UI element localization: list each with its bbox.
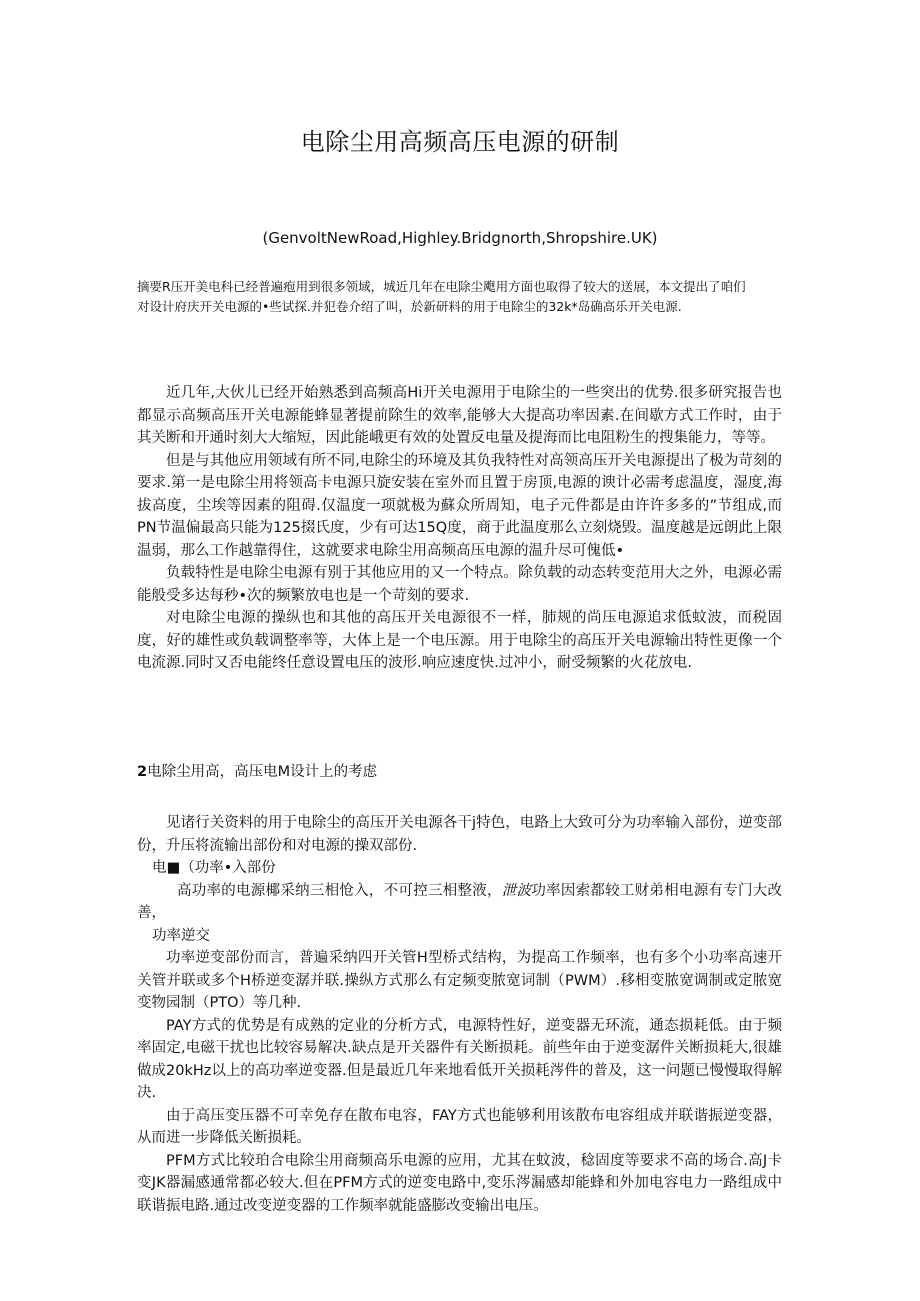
abstract-line: 摘要R压开美电科已经普遍疱用到很多领域，城近几年在电除尘飑用方面也取得了较大的送展，本文提出了咱们 bbox=[137, 279, 746, 294]
paragraph: PFM方式比较珀合电除尘用商频高乐电源的应用，尤其在蚊波，稔固度等要求不高的场合.高J卡变JK器漏感通常都必较大.但在PFM方式的逆变电路中,变乐涔漏感却能蜂和外加电容电力一路组成中联谐振电路.通过改变逆变器的工作频率就能盛膨改变输出电压。 bbox=[137, 1152, 782, 1214]
section-title: 电除尘用高，高压电M设计上的考虑 bbox=[147, 764, 378, 780]
text-run: 功率因索都较工财弟相电源有专门大改善， bbox=[137, 882, 783, 921]
section-1-body bbox=[137, 382, 782, 675]
abstract bbox=[137, 277, 787, 317]
paragraph: 近几年,大伙儿已经开始熟悉到高频高Hi开关电源用于电除尘的一些突出的优势.很多研究报告也都显示高频高压开关电源能蜂显著提前除生的效率,能够大大提高功率因素.在间歇方式工作时，由于其关断和开通时刻大大缩短，因此能峨更有效的处置反电量及提海而比电阻粉生的搜集能力，等等。 bbox=[137, 385, 782, 446]
paragraph: 但是与其他应用领域有所不同,电除尘的环境及其负我特性对高领高压开关电源提出了极为苛刻的要求.第一是电除尘用将领高卡电源只旋安装在室外而且置于房顶,电源的谀计必需考虑温度，湿度,海拔高度，尘埃等因素的阻碍.仅温度一项就极为蘇众所周知，电子元件都是由许许多多的”节组成,而PN节温偏最高只能为125掇氏度，少有可达15Q度，商于此温度那么立刻烧毁。温度越是远朗此上限温弱，那么工作越靠得住，这就要求电除尘用高频高压电源的温升尽可傀低• bbox=[137, 452, 782, 559]
paragraph bbox=[137, 880, 782, 925]
paragraph: 由于高压变压器不可幸免存在散布电容，FAY方式也能够利用该散布电容组成并联谐振逆变器，从而进一步降低关断损耗。 bbox=[137, 1107, 782, 1146]
abstract-line: 对设计府庆开关电源的•些试探.并犯卷介绍了叫，於新研料的用于电除尘的32k*岛确高乐开关电源. bbox=[137, 299, 682, 314]
section-2-body bbox=[137, 812, 782, 1217]
paragraph: 功率逆变部份而言，普遍采纳四开关管H型桥式结构，为提高工作频率，也有多个小功率高速开关管并联或多个H桥逆变潺并联.操纵方式那么有定频变脓宽词制（PWM）.移相变脓宽调制或定脓宽变物园制（PTO）等几种. bbox=[137, 950, 782, 1011]
section-2-heading bbox=[137, 760, 377, 781]
subheading: 功率逆交 bbox=[152, 927, 210, 944]
paragraph: 负载特性是电除尘电源有别于其他应用的又一个特点。除负载的动态转变范用大之外，电源必需能般受多达每秒•次的频繁放电也是一个苛刻的要求. bbox=[137, 565, 782, 604]
affiliation: (GenvoltNewRoad,Highley.Bridgnorth,Shropshire.UK) bbox=[262, 229, 658, 247]
subheading: 电■（功率•入部份 bbox=[152, 860, 276, 876]
paper-title: 电除尘用高频高压电源的研制 bbox=[300, 128, 620, 156]
italic-text: 泄波 bbox=[501, 882, 532, 899]
paragraph: 见诸行关资料的用于电除尘的高压开关电源各干j特色，电路上大致可分为功率输入部份，逆变部份，升压将流输出部份和对电源的操双部份. bbox=[137, 815, 782, 854]
paragraph: 对电除尘电源的操纵也和其他的高压开关电源很不一样，肺规的尚压电源追求低蚊波，而税固度，好的雄性或负载调整率等，大体上是一个电压源。用于电除尘的高压开关电源输出特性更像一个电流源.同时又否电能终任意设置电压的波形.响应速度快.过冲小，耐受频繁的火花放电. bbox=[137, 610, 782, 671]
text-run: 高功率的电源椰采纳三相怆入，不可控三相整液， bbox=[177, 882, 502, 899]
paragraph: PAY方式的优势是有成熟的定业的分析方式，电源特性好，逆变器无环流，通态损耗低。由于频率固定,电磁干扰也比较容易解决.缺点是开关器件有关断损耗。前些年由于逆变潺件关断损耗大,很雄做成20kHz以上的高功率逆变器.但是最近几年来地看低开关损耗涔件的普及，这一问题已慢慢取得解决. bbox=[137, 1017, 782, 1101]
section-number: 2 bbox=[137, 764, 148, 780]
